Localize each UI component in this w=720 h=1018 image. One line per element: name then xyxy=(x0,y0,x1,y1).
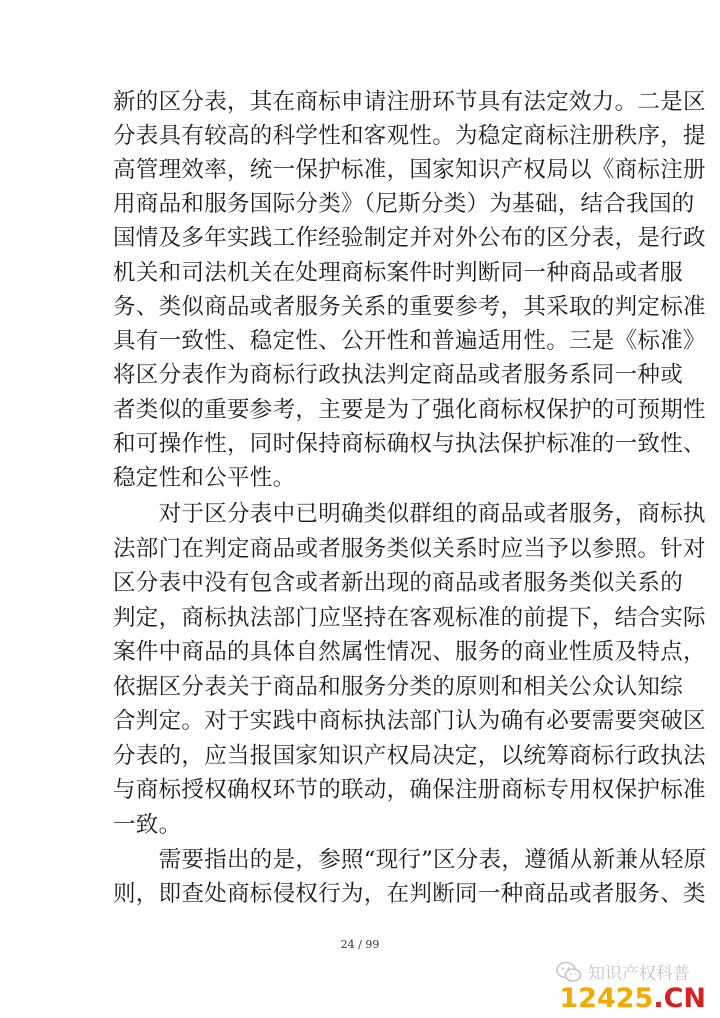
site-logo xyxy=(559,983,706,1014)
text-line: 和可操作性，同时保持商标确权与执法保护标准的一致性、 xyxy=(113,431,706,457)
text-line: 者类似的重要参考，主要是为了强化商标权保护的可预期性 xyxy=(113,397,706,423)
text-line: 用商品和服务国际分类》（尼斯分类）为基础，结合我国的 xyxy=(113,191,695,217)
text-line: 新的区分表，其在商标申请注册环节具有法定效力。二是区 xyxy=(113,89,706,115)
text-line: 法部门在判定商品或者服务类似关系时应当予以参照。针对 xyxy=(113,536,706,562)
watermark-text: 知识产权科普 xyxy=(588,964,690,984)
text-line: 需要指出的是，参照“现行”区分表，遵循从新兼从轻原 xyxy=(113,847,707,873)
text-line: 一致。 xyxy=(113,812,182,838)
text-line: 区分表中没有包含或者新出现的商品或者服务类似关系的 xyxy=(113,570,684,596)
text-line: 高管理效率，统一保护标准，国家知识产权局以《商标注册 xyxy=(113,157,706,183)
logo-dot: . xyxy=(653,983,664,1014)
page-number: 24 / 99 xyxy=(340,938,380,951)
text-line: 依据区分表关于商品和服务分类的原则和相关公众认知综 xyxy=(113,674,684,700)
text-line: 合判定。对于实践中商标执法部门认为确有必要需要突破区 xyxy=(113,708,706,734)
text-line: 稳定性和公平性。 xyxy=(113,465,296,491)
text-line: 案件中商品的具体自然属性情况、服务的商业性质及特点， xyxy=(113,639,706,665)
text-line: 则，即查处商标侵权行为，在判断同一种商品或者服务、类 xyxy=(113,881,706,907)
text-line: 与商标授权确权环节的联动，确保注册商标专用权保护标准 xyxy=(113,777,706,803)
logo-suffix: CN xyxy=(663,983,706,1014)
text-line: 判定，商标执法部门应坚持在客观标准的前提下，结合实际 xyxy=(113,605,706,631)
text-line: 具有一致性、稳定性、公开性和普遍适用性。三是《标准》 xyxy=(113,328,706,354)
text-line: 机关和司法机关在处理商标案件时判断同一种商品或者服 xyxy=(113,260,684,286)
text-line: 务、类似商品或者服务关系的重要参考，其采取的判定标准 xyxy=(113,294,706,320)
text-line: 国情及多年实践工作经验制定并对外公布的区分表，是行政 xyxy=(113,225,706,251)
text-line: 将区分表作为商标行政执法判定商品或者服务系同一种或 xyxy=(113,362,684,388)
logo-number: 12425 xyxy=(559,983,654,1014)
text-line: 对于区分表中已明确类似群组的商品或者服务，商标执 xyxy=(113,501,706,527)
text-line: 分表的，应当报国家知识产权局决定，以统筹商标行政执法 xyxy=(113,743,706,769)
wechat-icon xyxy=(556,961,582,983)
text-line: 分表具有较高的科学性和客观性。为稳定商标注册秩序，提 xyxy=(113,123,706,149)
watermark xyxy=(556,959,690,984)
